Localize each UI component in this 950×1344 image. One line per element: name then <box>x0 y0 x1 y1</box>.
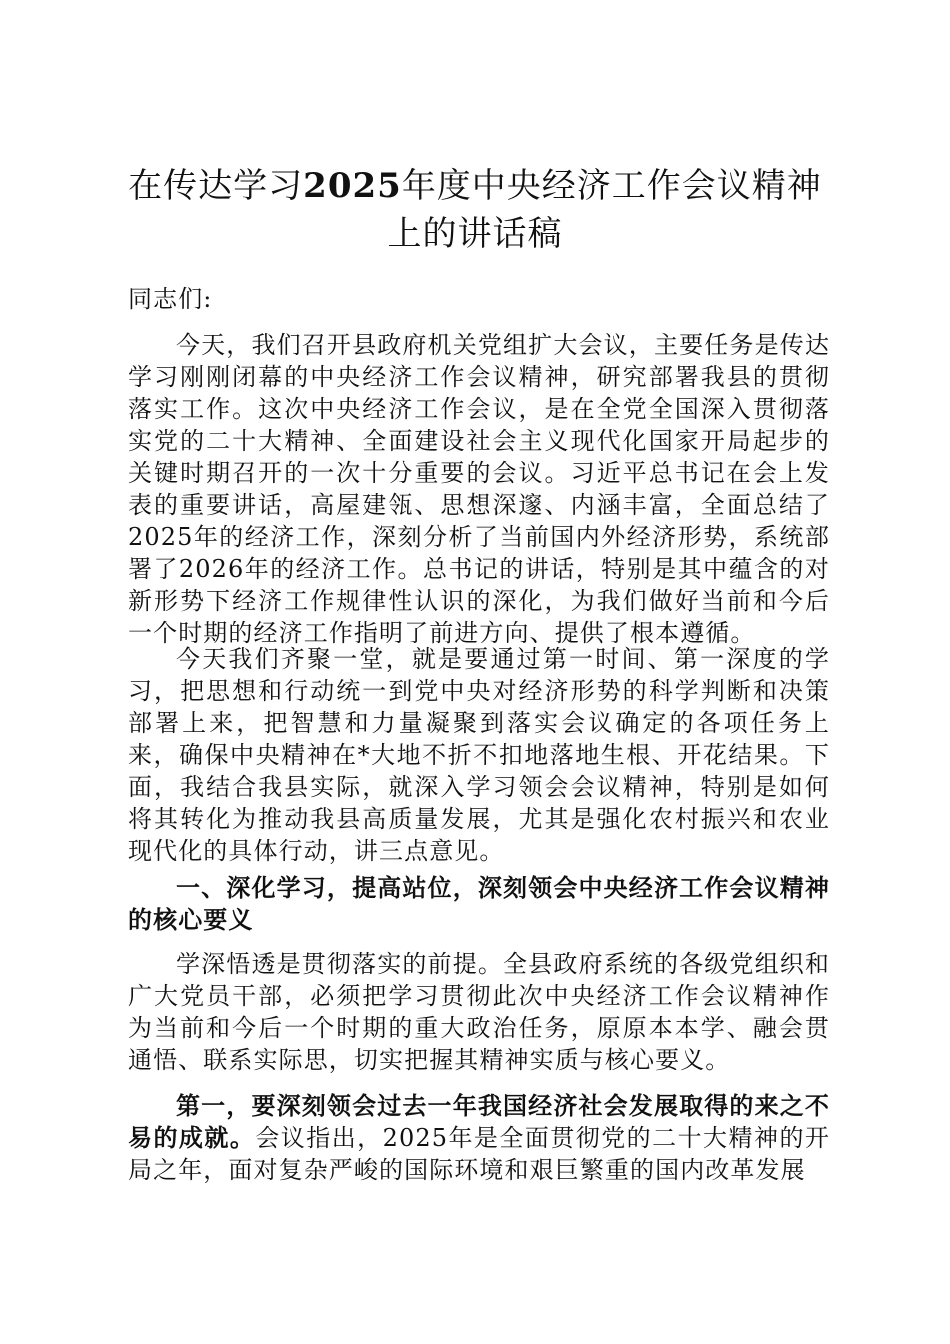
paragraph-3: 学深悟透是贯彻落实的前提。全县政府系统的各级党组织和广大党员干部，必须把学习贯彻此次中央经济工作会议精神作为当前和今后一个时期的重大政治任务，原原本本学、融会贯通悟、联系实际思，切实把握其精神实质与核心要义。 <box>128 950 830 1074</box>
title-line-2: 上的讲话稿 <box>387 214 563 254</box>
title-part-1: 在传达学习 <box>128 166 304 206</box>
paragraph-4-text: 会议指出，2025年是全面贯彻党的二十大精神的开局之年，面对复杂严峻的国际环境和艰巨繁重的国内改革发展 <box>128 1124 831 1184</box>
salutation: 同志们: <box>128 285 213 313</box>
title-line-1 <box>118 162 832 210</box>
title-part-2: 年度中央经济工作会议精神 <box>401 166 822 206</box>
section-heading-1: 一、深化学习，提高站位，深刻领会中央经济工作会议精神的核心要义 <box>128 873 830 934</box>
title-year: 2025 <box>303 166 402 206</box>
paragraph-4-lead: 第一，要深刻领会过去一年我国经济社会发展取得的来之不易的成就。 <box>128 1091 830 1152</box>
document-title <box>118 162 832 258</box>
paragraph-2: 今天我们齐聚一堂，就是要通过第一时间、第一深度的学习，把思想和行动统一到党中央对经济形势的科学判断和决策部署上来，把智慧和力量凝聚到落实会议确定的各项任务上来，确保中央精神在*大地不折不扣地落地生根、开花结果。下面，我结合我县实际，就深入学习领会会议精神，特别是如何将其转化为推动我县高质量发展，尤其是强化农村振兴和农业现代化的具体行动，讲三点意见。 <box>128 645 830 865</box>
paragraph-1: 今天，我们召开县政府机关党组扩大会议，主要任务是传达学习刚刚闭幕的中央经济工作会议精神，研究部署我县的贯彻落实工作。这次中央经济工作会议，是在全党全国深入贯彻落实党的二十大精神、全面建设社会主义现代化国家开局起步的关键时期召开的一次十分重要的会议。习近平总书记在会上发表的重要讲话，高屋建瓴、思想深邃、内涵丰富，全面总结了2025年的经济工作，深刻分析了当前国内外经济形势，系统部署了2026年的经济工作。总书记的讲话，特别是其中蕴含的对新形势下经济工作规律性认识的深化，为我们做好当前和今后一个时期的经济工作指明了前进方向、提供了根本遵循。 <box>128 331 830 647</box>
paragraph-4 <box>128 1090 830 1186</box>
